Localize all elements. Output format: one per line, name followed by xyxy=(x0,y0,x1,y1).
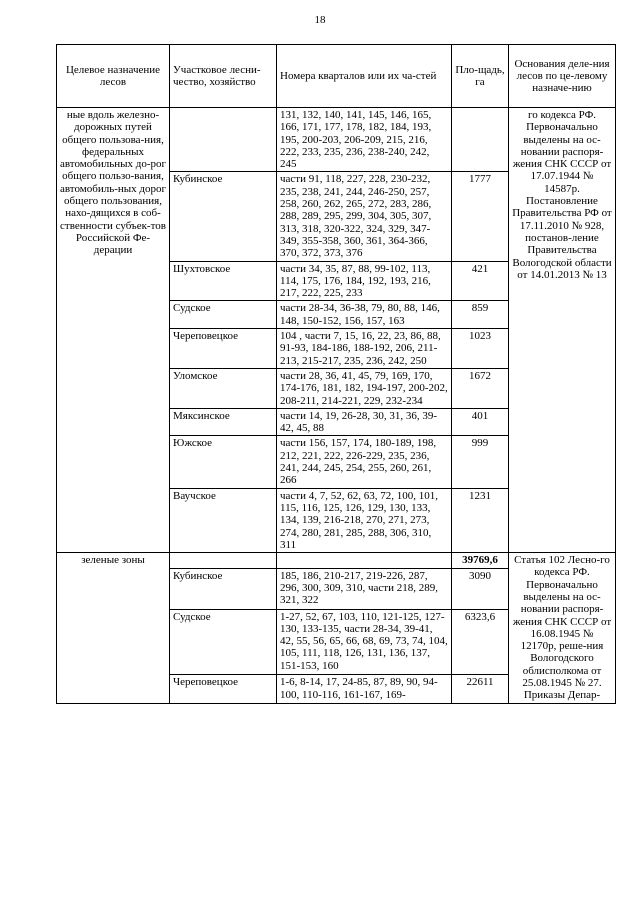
quarters-cell: 1-6, 8-14, 17, 24-85, 87, 89, 90, 94-100, 110-116, 161-167, 169- xyxy=(277,675,452,703)
quarters-cell: части 14, 19, 26-28, 30, 31, 36, 39-42, 45, 88 xyxy=(277,408,452,436)
area-cell: 1672 xyxy=(452,368,509,408)
area-cell: 22611 xyxy=(452,675,509,703)
table-header-row xyxy=(57,45,616,108)
quarters-cell: 1-27, 52, 67, 103, 110, 121-125, 127-130, 133-135, части 28-34, 39-41, 42, 55, 56, 65, 66, 68, 69, 73, 74, 104, 105, 111, 118, 126, 131, 136, 137, 151-153, 160 xyxy=(277,609,452,675)
basis-cell: Статья 102 Лесно-го кодекса РФ. Первоначально выделены на ос-новании распоря-жения СНК СССР от 16.08.1945 № 12170р, реше-ния Вологодского облисполкома от 25.08.1945 № 27. Приказы Депар- xyxy=(509,553,616,704)
forest-purpose-table xyxy=(56,44,616,704)
purpose-cell: зеленые зоны xyxy=(57,553,170,704)
table-row xyxy=(57,553,616,569)
header-area: Пло-щадь, га xyxy=(452,45,509,108)
district-cell xyxy=(170,553,277,569)
quarters-cell: 185, 186, 210-217, 219-226, 287, 296, 300, 309, 310, части 218, 289, 321, 322 xyxy=(277,568,452,609)
district-cell: Кубинское xyxy=(170,172,277,261)
district-cell: Череповецкое xyxy=(170,329,277,369)
quarters-cell: части 156, 157, 174, 180-189, 198, 212, 221, 222, 226-229, 235, 236, 241, 244, 245, 254, 255, 260, 261, 266 xyxy=(277,436,452,488)
area-cell: 3090 xyxy=(452,568,509,609)
district-cell: Мяксинское xyxy=(170,408,277,436)
district-cell: Уломское xyxy=(170,368,277,408)
quarters-cell xyxy=(277,553,452,569)
quarters-cell: части 4, 7, 52, 62, 63, 72, 100, 101, 115, 116, 125, 126, 129, 130, 133, 134, 139, 216-218, 270, 271, 273, 274, 280, 281, 285, 288, 306, 310, 311 xyxy=(277,488,452,552)
district-cell: Череповецкое xyxy=(170,675,277,703)
district-cell: Шухтовское xyxy=(170,261,277,301)
area-cell: 1231 xyxy=(452,488,509,552)
area-cell: 1023 xyxy=(452,329,509,369)
district-cell: Судское xyxy=(170,301,277,329)
quarters-cell: 104 , части 7, 15, 16, 22, 23, 86, 88, 91-93, 184-186, 188-192, 206, 211-213, 215-217, 235, 236, 242, 250 xyxy=(277,329,452,369)
quarters-cell: части 34, 35, 87, 88, 99-102, 113, 114, 175, 176, 184, 192, 193, 216, 217, 222, 225, 233 xyxy=(277,261,452,301)
header-purpose: Целевое назначение лесов xyxy=(57,45,170,108)
district-cell: Южское xyxy=(170,436,277,488)
quarters-cell: части 28-34, 36-38, 79, 80, 88, 146, 148, 150-152, 156, 157, 163 xyxy=(277,301,452,329)
quarters-cell: части 28, 36, 41, 45, 79, 169, 170, 174-176, 181, 182, 194-197, 200-202, 208-211, 214-221, 229, 232-234 xyxy=(277,368,452,408)
quarters-cell: части 91, 118, 227, 228, 230-232, 235, 238, 241, 244, 246-250, 257, 258, 260, 262, 265, 272, 283, 286, 288, 289, 295, 299, 304, 305, 307, 313, 318, 320-322, 324, 329, 347-349, 355-358, 360, 361, 364-366, 370, 372, 373, 376 xyxy=(277,172,452,261)
district-cell: Ваучское xyxy=(170,488,277,552)
area-cell: 859 xyxy=(452,301,509,329)
page-number: 18 xyxy=(314,14,326,26)
basis-cell: го кодекса РФ. Первоначально выделены на ос-новании распоря-жения СНК СССР от 17.07.1944 № 14587р. Постановление Правительства РФ от 17.11.2010 № 928, постанов-ление Правительства Вологодской области от 14.01.2013 № 13 xyxy=(509,108,616,553)
area-cell: 1777 xyxy=(452,172,509,261)
quarters-cell: 131, 132, 140, 141, 145, 146, 165, 166, 171, 177, 178, 182, 184, 193, 195, 200-203, 206-209, 215, 216, 222, 233, 235, 236, 238-240, 242, 245 xyxy=(277,108,452,172)
district-cell: Кубинское xyxy=(170,568,277,609)
header-basis: Основания деле-ния лесов по це-левому назначе-нию xyxy=(509,45,616,108)
header-district: Участковое лесни-чество, хозяйство xyxy=(170,45,277,108)
district-cell: Судское xyxy=(170,609,277,675)
area-cell: 401 xyxy=(452,408,509,436)
district-cell xyxy=(170,108,277,172)
purpose-cell: ные вдоль железно-дорожных путей общего пользова-ния, федеральных автомобильных до-рог общего пользо-вания, автомобиль-ных дорог общего пользования, нахо-дящихся в соб-ственности субъек-тов Российской Фе-дерации xyxy=(57,108,170,553)
header-quarters: Номера кварталов или их ча-стей xyxy=(277,45,452,108)
area-cell: 421 xyxy=(452,261,509,301)
area-cell xyxy=(452,108,509,172)
area-cell: 6323,6 xyxy=(452,609,509,675)
table-row xyxy=(57,108,616,172)
total-area-cell: 39769,6 xyxy=(452,553,509,569)
area-cell: 999 xyxy=(452,436,509,488)
